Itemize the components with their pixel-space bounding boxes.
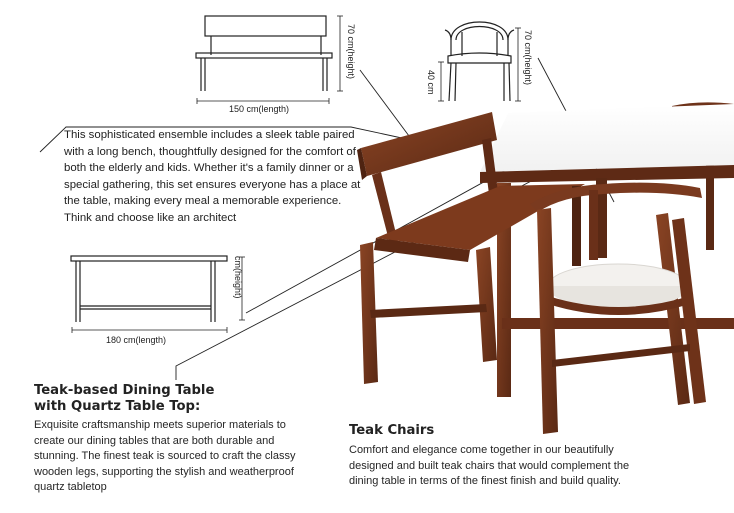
chairs-section-body: Comfort and elegance come together in our beautifully designed and built teak chairs that would complement the dining table in terms of the finest finish and build quality. bbox=[349, 444, 630, 488]
chair-line-drawing bbox=[438, 22, 521, 101]
table-height-label: cm(height) bbox=[233, 256, 243, 299]
bench-line-drawing bbox=[196, 16, 343, 104]
intro-description: This sophisticated ensemble includes a sleek table paired with a long bench, thoughtfully designed for the comfort of both the elderly and kids. Whether it's a family dinner or a special gathering, this set ensures everyone has a place at the table, making every meal a memorable experience. Think and choose like an architect bbox=[64, 129, 361, 224]
table-length-label: 180 cm(length) bbox=[106, 335, 167, 345]
chair-seat-height-label: 40 cm bbox=[426, 70, 436, 95]
table-heading-line-2: with Quartz Table Top: bbox=[34, 399, 201, 414]
bench-callout-line bbox=[360, 70, 412, 140]
bench-height-label: 70 cm(height) bbox=[346, 24, 356, 80]
table-heading-line-1: Teak-based Dining Table bbox=[34, 383, 215, 398]
table-line-drawing bbox=[71, 256, 245, 333]
chair-height-label: 70 cm(height) bbox=[523, 30, 533, 86]
chairs-section-heading: Teak Chairs bbox=[349, 423, 435, 438]
bench-length-label: 150 cm(length) bbox=[229, 104, 290, 114]
table-section-heading bbox=[34, 383, 264, 415]
table-section-body: Exquisite craftsmanship meets superior materials to create our dining tables that are both durable and stunning. The finest teak is sourced to craft the classy wooden legs, supporting the stylish and weatherproof quartz tabletop bbox=[34, 419, 296, 494]
teak-chair-render bbox=[530, 183, 706, 434]
